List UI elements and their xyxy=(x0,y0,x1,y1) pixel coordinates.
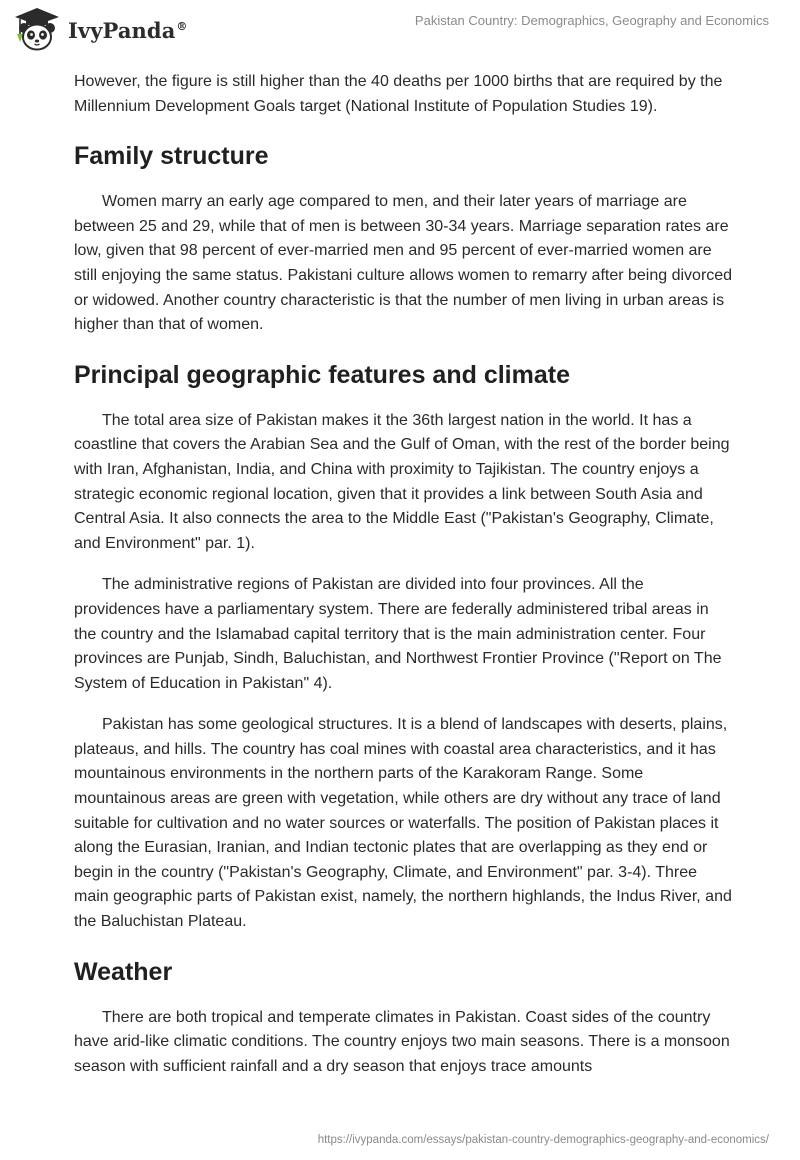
document-title: Pakistan Country: Demographics, Geography and Economics xyxy=(414,13,769,28)
paragraph: The administrative regions of Pakistan are divided into four provinces. All the providences have a parliamentary system. There are federally administered tribal areas in the country and the Islamabad capital territory that is the main administration center. Four provinces are Punjab, Sindh, Baluchistan, and Northwest Frontier Province ("Report on The System of Education in Pakistan" 4). xyxy=(74,576,722,692)
section-heading-weather: Weather xyxy=(74,957,173,986)
section-heading-family-structure: Family structure xyxy=(74,142,269,171)
paragraph: There are both tropical and temperate climates in Pakistan. Coast sides of the country have arid-like climatic conditions. The country enjoys two main seasons. There is a monsoon season with sufficient rainfall and a dry season that enjoys trace amounts xyxy=(74,1008,730,1075)
section-heading-geography: Principal geographic features and climate xyxy=(74,360,570,389)
essay-content xyxy=(74,70,734,1096)
intro-paragraph: However, the figure is still higher than the 40 deaths per 1000 births that are required by the Millennium Development Goals target (National Institute of Population Studies 19). xyxy=(74,73,723,115)
paragraph: The total area size of Pakistan makes it the 36th largest nation in the world. It has a coastline that covers the Arabian Sea and the Gulf of Oman, with the rest of the border being with Iran, Afghanistan, India, and China with proximity to Tajikistan. The country enjoys a strategic economic regional location, given that it provides a link between South Asia and Central Asia. It also connects the area to the Middle East ("Pakistan's Geography, Climate, and Environment" par. 1). xyxy=(74,411,730,552)
paragraph: Women marry an early age compared to men, and their later years of marriage are between 25 and 29, while that of men is between 30-34 years. Marriage separation rates are low, given that 98 percent of ever-married men and 95 percent of ever-married women are still enjoying the same status. Pakistani culture allows women to remarry after being divorced or widowed. Another country characteristic is that the number of men living in urban areas is higher than that of women. xyxy=(74,193,733,334)
page-header xyxy=(0,0,800,60)
brand-name: IvyPanda® xyxy=(68,17,188,43)
source-url[interactable]: https://ivypanda.com/essays/pakistan-country-demographics-geography-and-economics/ xyxy=(317,1134,769,1146)
paragraph: Pakistan has some geological structures. It is a blend of landscapes with deserts, plains, plateaus, and hills. The country has coal mines with coastal area characteristics, and it has mountainous environments in the northern parts of the Karakoram Range. Some mountainous areas are green with vegetation, while others are dry without any trace of land suitable for cultivation and no water sources or waterfalls. The position of Pakistan places it along the Eurasian, Iranian, and Indian tectonic plates that are overlapping as they end or begin in the country ("Pakistan's Geography, Climate, and Environment" par. 3-4). Three main geographic parts of Pakistan exist, namely, the northern highlands, the Indus River, and the Baluchistan Plateau. xyxy=(74,716,732,931)
ivypanda-logo[interactable] xyxy=(12,6,188,52)
panda-graduate-icon xyxy=(12,6,62,52)
